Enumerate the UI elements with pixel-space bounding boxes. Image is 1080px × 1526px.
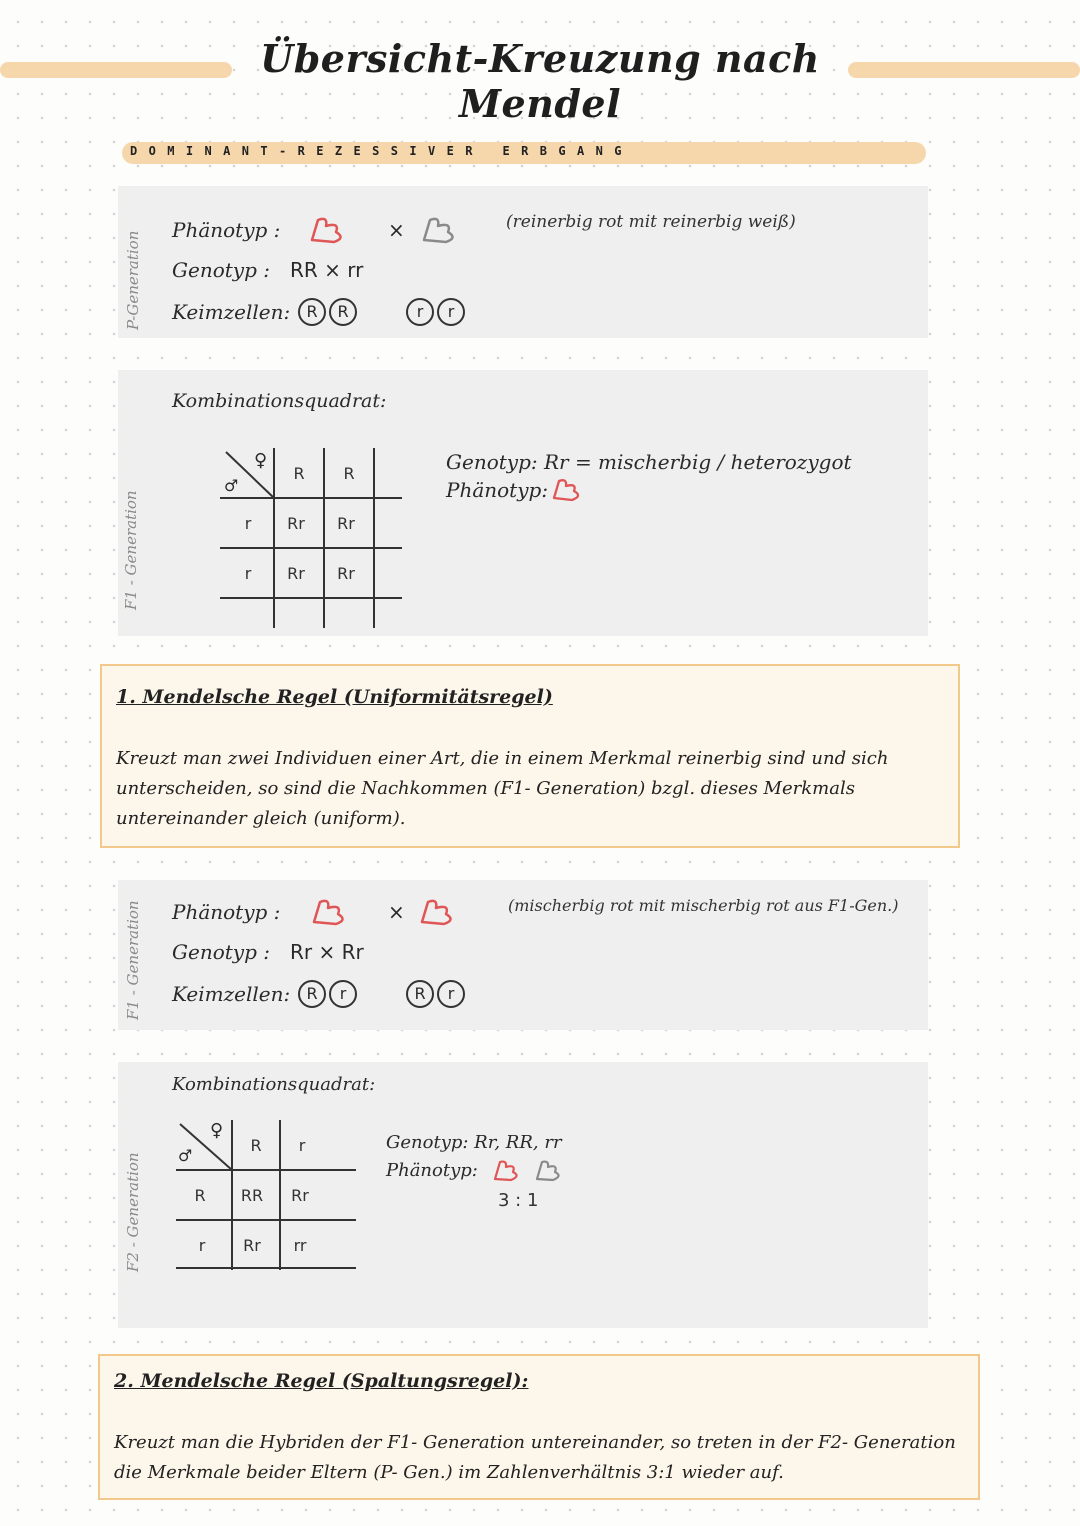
flower-red-icon — [308, 896, 354, 928]
col-header: R — [250, 1136, 262, 1155]
title-underline-right — [848, 62, 1080, 78]
gamete-circle: r — [406, 298, 434, 326]
p-gametes-right — [406, 298, 468, 326]
flower-red-icon — [490, 1158, 524, 1184]
p-cross-note: (reinerbig rot mit reinerbig weiß) — [506, 212, 796, 232]
flower-red-icon — [306, 214, 352, 246]
page-title: Übersicht-Kreuzung nach Mendel — [260, 36, 820, 126]
p-phenotype-label: Phänotyp : — [172, 218, 281, 242]
female-symbol: ♀ — [210, 1120, 224, 1141]
p-genotype-label: Genotyp : — [172, 258, 270, 282]
flower-white-icon — [532, 1158, 566, 1184]
female-symbol: ♀ — [254, 450, 268, 471]
f2-punnett-square — [176, 1120, 358, 1272]
p-gametes-label: Keimzellen: — [172, 300, 291, 324]
f1-gametes-right — [406, 980, 468, 1008]
title-underline-left — [0, 62, 232, 78]
punnett-cell: rr — [293, 1236, 307, 1255]
f1-generation-side-label: F1 - Generation — [122, 490, 140, 610]
f2-square-title: Kombinationsquadrat: — [172, 1074, 376, 1095]
f2-generation-side-label: F2 - Generation — [124, 1152, 142, 1272]
flower-red-icon — [416, 896, 462, 928]
f1-cross-note: (mischerbig rot mit mischerbig rot aus F1-Gen.) — [508, 896, 899, 915]
banner-text: DOMINANT-REZESSIVER ERBGANG — [130, 144, 633, 158]
f1-genotype-value: Rr × Rr — [290, 940, 364, 964]
rule2-text: Kreuzt man die Hybriden der F1- Generation untereinander, so treten in der F2- Generation die Merkmale beider Eltern (P- Gen.) im Zahlenverhältnis 3:1 wieder auf. — [114, 1432, 956, 1483]
f1-genotype-label: Genotyp : — [172, 940, 270, 964]
flower-white-icon — [418, 214, 464, 246]
row-header: r — [244, 564, 252, 583]
f1-gametes-left — [298, 980, 360, 1008]
gamete-circle: r — [437, 980, 465, 1008]
male-symbol: ♂ — [224, 476, 239, 495]
gamete-circle: r — [329, 980, 357, 1008]
p-cross-symbol: × — [388, 218, 405, 242]
punnett-cell: Rr — [337, 564, 355, 583]
p-generation-side-label: P-Generation — [124, 230, 142, 330]
male-symbol: ♂ — [178, 1146, 193, 1165]
gamete-circle: R — [329, 298, 357, 326]
col-header: R — [293, 464, 305, 483]
gamete-circle: R — [406, 980, 434, 1008]
punnett-cell: Rr — [337, 514, 355, 533]
col-header: r — [298, 1136, 306, 1155]
row-header: r — [244, 514, 252, 533]
f1-square-title: Kombinationsquadrat: — [172, 390, 387, 412]
punnett-cell: Rr — [291, 1186, 309, 1205]
f2-result-phenotype: Phänotyp: — [386, 1160, 478, 1181]
f1-result-phenotype: Phänotyp: — [446, 478, 549, 502]
gamete-circle: R — [298, 298, 326, 326]
f1-cross-side-label: F1 - Generation — [124, 900, 142, 1020]
flower-red-icon — [548, 476, 588, 504]
row-header: R — [194, 1186, 206, 1205]
punnett-cell: Rr — [287, 564, 305, 583]
f1-phenotype-label: Phänotyp : — [172, 900, 281, 924]
f1-punnett-square — [220, 448, 406, 628]
f1-cross-symbol: × — [388, 900, 405, 924]
f1-result-genotype: Genotyp: Rr = mischerbig / heterozygot — [446, 450, 852, 474]
row-header: r — [198, 1236, 206, 1255]
p-gametes-left — [298, 298, 360, 326]
rule1-text: Kreuzt man zwei Individuen einer Art, die in einem Merkmal reinerbig sind und sich unterscheiden, so sind die Nachkommen (F1- Generation) bzgl. dieses Merkmals untereinander gleich (uniform). — [116, 748, 889, 829]
f2-result-genotype: Genotyp: Rr, RR, rr — [386, 1132, 562, 1153]
f2-ratio: 3 : 1 — [498, 1190, 539, 1211]
f1-gametes-label: Keimzellen: — [172, 982, 291, 1006]
rule2-title: 2. Mendelsche Regel (Spaltungsregel): — [114, 1370, 529, 1392]
gamete-circle: R — [298, 980, 326, 1008]
rule1-title: 1. Mendelsche Regel (Uniformitätsregel) — [116, 686, 553, 708]
punnett-cell: RR — [240, 1186, 264, 1205]
gamete-circle: r — [437, 298, 465, 326]
punnett-cell: Rr — [287, 514, 305, 533]
col-header: R — [343, 464, 355, 483]
punnett-cell: Rr — [243, 1236, 261, 1255]
p-genotype-value: RR × rr — [290, 258, 364, 282]
